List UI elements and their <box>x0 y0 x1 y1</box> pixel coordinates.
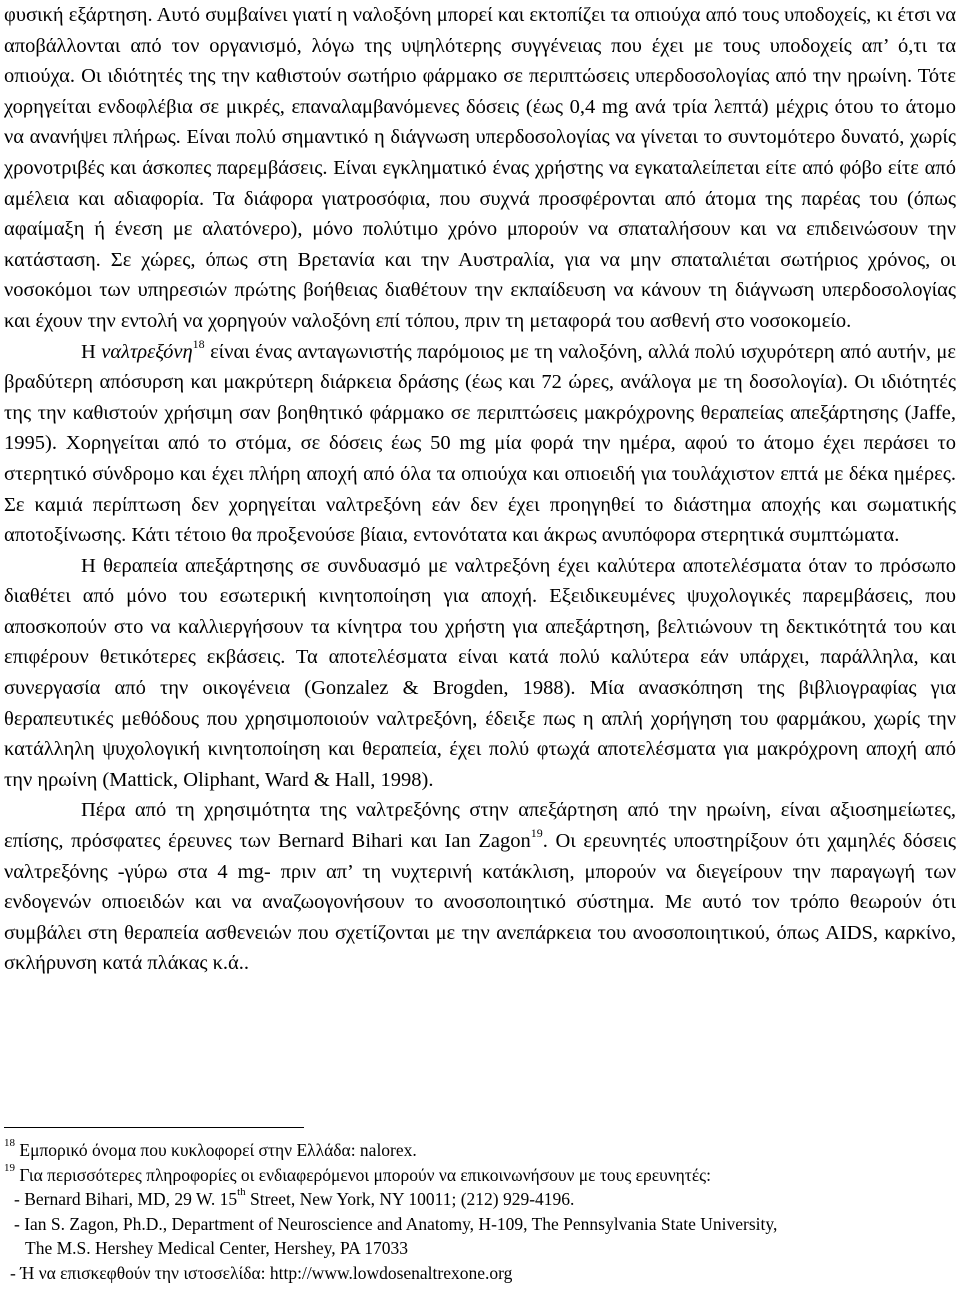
footnote-19 <box>4 1163 954 1188</box>
paragraph-text: Η <box>81 340 102 363</box>
footnote-number: 18 <box>4 1137 15 1150</box>
paragraph-naloxone-overdose: φυσική εξάρτηση. Αυτό συμβαίνει γιατί η ναλοξόνη μπορεί και εκτοπίζει τα οπιούχα από τους υποδοχείς, κι έτσι να αποβάλλονται από τον οργανισμό, λόγω της υψηλότερης συγγένειας που έχει με τους υποδοχείς απ’ ό,τι τα οπιούχα. Οι ιδιότητές της την καθιστούν σωτήριο φάρμακο σε περιπτώσεις υπερδοσολογίας από την ηρωίνη. Τότε χορηγείται ενδοφλέβια σε μικρές, επαναλαμβανόμενες δόσεις (έως 0,4 mg ανά τρία λεπτά) μέχρις ότου το άτομο να ανανήψει πλήρως. Είναι πολύ σημαντικό η διάγνωση υπερδοσολογίας να γίνεται το συντομότερο δυνατό, χωρίς χρονοτριβές και άσκοπες παρεμβάσεις. Είναι εγκληματικό ένας χρήστης να εγκαταλείπεται είτε από φόβο είτε από αμέλεια και αδιαφορία. Τα διάφορα γιατροσόφια, που συχνά προσφέρονται από άτομα της παρέας του (όπως αφαίμαξη ή ένεση με αλατόνερο), μόνο πολύτιμο χρόνο μπορούν να σπαταλήσουν και να επιδεινώσουν την κατάσταση. Σε χώρες, όπως στη Βρετανία και την Αυστραλία, για να μην σπαταλιέται σωτήριος χρόνος, οι νοσοκόμοι των υπηρεσιών πρώτης βοήθειας διαθέτουν την εκπαίδευση να κάνουν τη διάγνωση υπερδοσολογίας και έχουν την εντολή να χορηγούν ναλοξόνη επί τόπου, πριν τη μεταφορά του ασθενή στο νοσοκομείο. <box>4 4 956 332</box>
document-page <box>4 0 956 979</box>
website-link[interactable]: - Ή να επισκεφθούν την ιστοσελίδα: http://www.lowdosenaltrexone.org <box>10 1262 513 1283</box>
naltrexone-term: ναλτρεξόνη <box>101 340 193 363</box>
paragraph-text: . Οι ερευνητές υποστηρίξουν ότι χαμηλές δόσεις ναλτρεξόνης -γύρω στα 4 mg- πριν απ’ τη νυχτερινή κατάκλιση, μπορούν να διεγείρουν την παραγωγή των ενδογενών οπιοειδών και να αναζωογονήσουν το ανοσοποιητικό σύστημα. Με αυτό τον τρόπο θεωρούν ότι συμβάλει στη θεραπεία ασθενειών που σχετίζονται με την ανεπάρκεια του ανοσοποιητικού, όπως AIDS, καρκίνο, σκλήρυνση κατά πλάκας κ.ά.. <box>4 830 956 975</box>
paragraph-naltrexone-intro <box>4 337 956 551</box>
contact-zagon-address: The M.S. Hershey Medical Center, Hershey, PA 17033 <box>25 1238 408 1258</box>
contact-text: Street, New York, NY 10011; (212) 929-4196. <box>245 1189 575 1209</box>
footnote-separator <box>4 1127 304 1128</box>
paragraph-low-dose-research <box>4 795 956 979</box>
paragraph-therapy-combination: Η θεραπεία απεξάρτησης σε συνδυασμό με ναλτρεξόνη έχει καλύτερα αποτελέσματα όταν το πρόσωπο διαθέτει από μόνο του εσωτερική κινητοποίηση για αποχή. Εξειδικευμένες ψυχολογικές παρεμβάσεις, που αποσκοπούν στο να καλλιεργήσουν τα κίνητρα του χρήστη για απεξάρτηση, βελτιώνουν τη δεκτικότητά του και επιφέρουν θετικότερες εκβάσεις. Τα αποτελέσματα είναι κατά πολύ καλύτερα εάν υπάρχει, παράλληλα, και συνεργασία από την οικογένεια (Gonzalez & Brogden, 1988). Μία ανασκόπηση της βιβλιογραφίας για θεραπευτικές μεθόδους που χρησιμοποιούν ναλτρεξόνη, έδειξε πως η απλή χορήγηση του φαρμάκου, χωρίς την κατάλληλη ψυχολογική κινητοποίηση και θεραπεία, έχει πολύ φτωχά αποτελέσματα για μακρόχρονη αποχή από την ηρωίνη (Mattick, Oliphant, Ward & Hall, 1998). <box>4 554 956 791</box>
footnote-18 <box>4 1138 954 1163</box>
contact-text: - Bernard Bihari, MD, 29 W. 15 <box>14 1189 238 1209</box>
footnote-number: 19 <box>4 1161 15 1174</box>
footnote-ref-19[interactable]: 19 <box>530 826 543 841</box>
footnote-text: Εμπορικό όνομα που κυκλοφορεί στην Ελλάδα: nalorex. <box>15 1140 417 1160</box>
footnotes <box>4 1138 954 1285</box>
paragraph-text: είναι ένας ανταγωνιστής παρόμοιος με τη ναλοξόνη, αλλά πολύ ισχυρότερη από αυτήν, με βραδύτερη απόσυρση και μακρύτερη διάρκεια δράσης (έως και 72 ώρες, ανάλογα με τη δοσολογία). Οι ιδιότητές της την καθιστούν χρήσιμη σαν βοηθητικό φάρμακο σε περιπτώσεις μακρόχρονης θεραπείας απεξάρτησης (Jaffe, 1995). Χορηγείται από το στόμα, σε δόσεις έως 50 mg μία φορά την ημέρα, αφού το άτομο έχει περάσει το στερητικό σύνδρομο και έχει πλήρη αποχή από όλα τα οπιούχα και οπιοειδή για τουλάχιστον επτά με δέκα ημέρες. Σε καμιά περίπτωση δεν χορηγείται ναλτρεξόνη εάν δεν έχει προηγηθεί το διάστημα αποχής και σωματικής αποτοξίνωσης. Κάτι τέτοιο θα προξενούσε βίαια, εντονότατα και άκρως ανυπόφορα στερητικά συμπτώματα. <box>4 340 956 547</box>
footnote-text: Για περισσότερες πληροφορίες οι ενδιαφερόμενοι μπορούν να επικοινωνήσουν με τους ερευνητές: <box>15 1164 711 1185</box>
ordinal-suffix: th <box>237 1186 246 1199</box>
contact-bihari <box>4 1187 954 1212</box>
contact-zagon: - Ian S. Zagon, Ph.D., Department of Neuroscience and Anatomy, H-109, The Pennsylvania State University, <box>14 1213 778 1234</box>
paragraph-text: Πέρα από τη χρησιμότητα της ναλτρεξόνης στην απεξάρτηση από την ηρωίνη, είναι αξιοσημείωτες, επίσης, πρόσφατες έρευνες των Bernard Bihari και Ian Zagon <box>4 799 956 853</box>
footnote-ref-18[interactable]: 18 <box>192 336 205 351</box>
